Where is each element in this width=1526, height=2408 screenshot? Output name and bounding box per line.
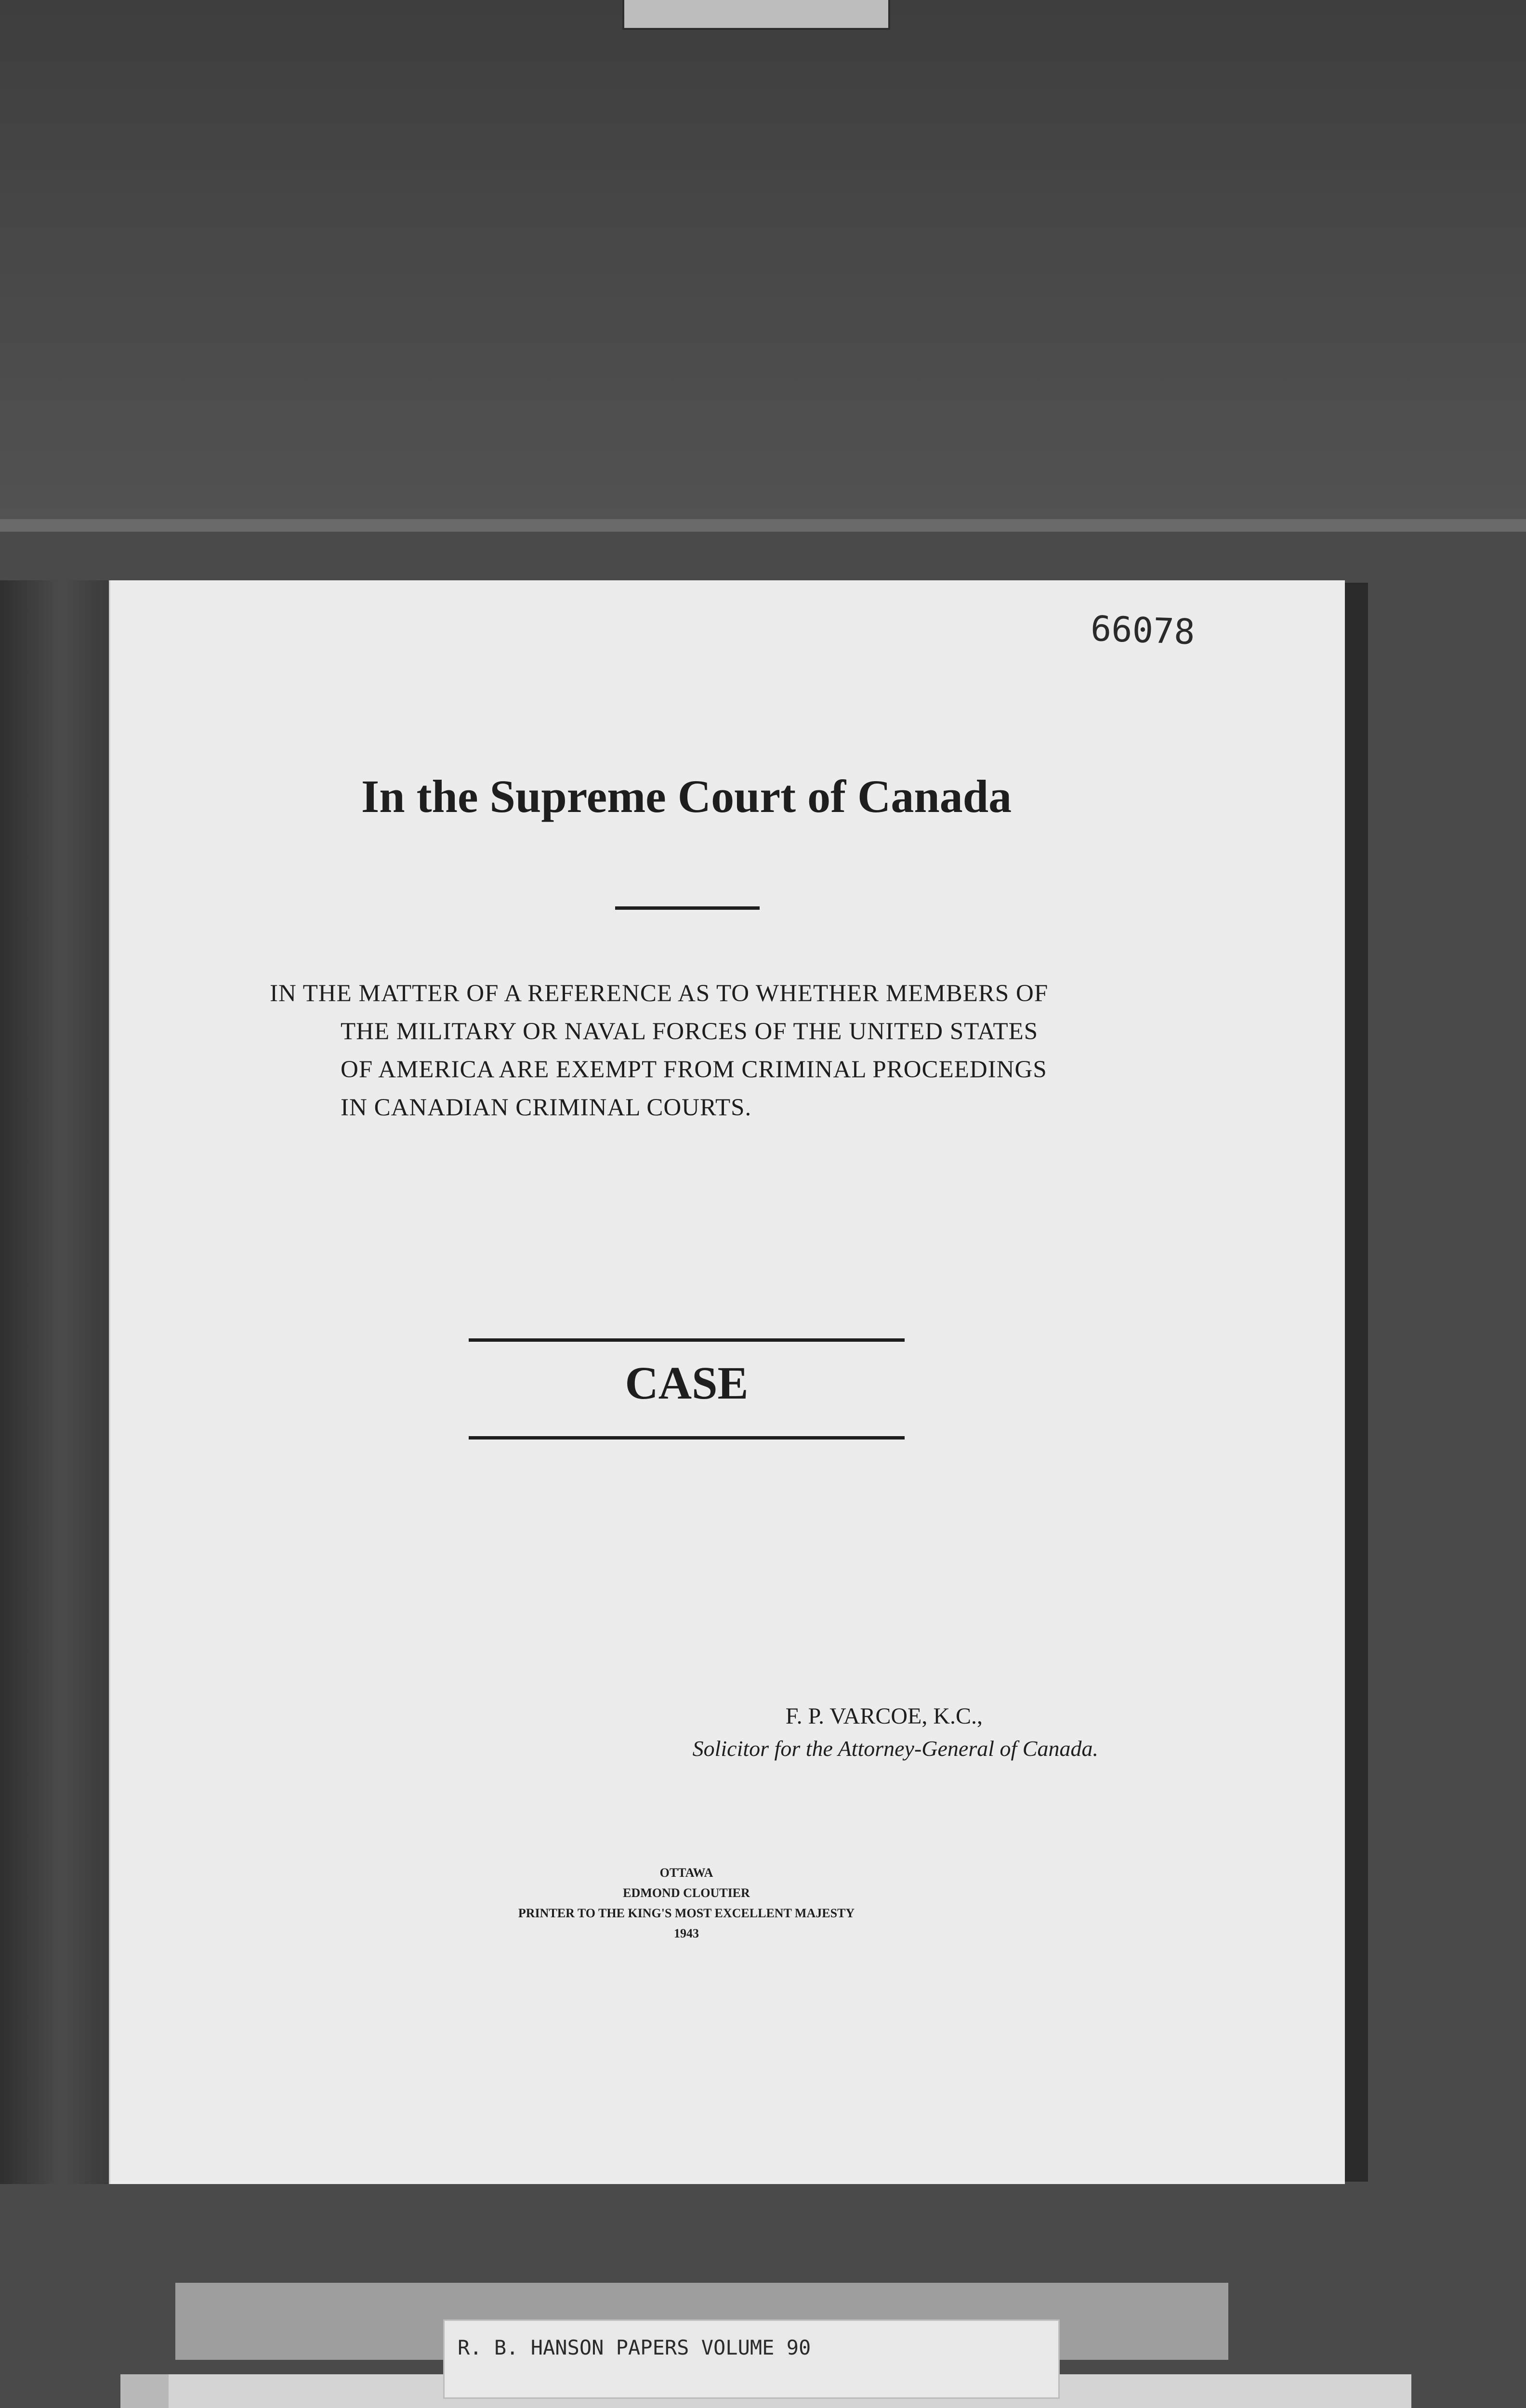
scan-background-top: [0, 0, 1526, 520]
document-number: 66078: [1090, 608, 1196, 653]
counsel-name: F. P. VARCOE, K.C.,: [785, 1703, 983, 1729]
binder-spine: [0, 580, 112, 2184]
scan-divider: [0, 519, 1526, 532]
matter-line: IN THE MATTER OF A REFERENCE AS TO WHETHER MEMBERS OF: [270, 980, 1049, 1007]
imprint-city: OTTAWA: [659, 1866, 713, 1880]
matter-line: OF AMERICA ARE EXEMPT FROM CRIMINAL PROCEEDINGS: [341, 1056, 1047, 1083]
title-rule: [615, 906, 760, 910]
printer-imprint: [405, 1863, 968, 1944]
top-clip: [622, 0, 890, 30]
matter-text: [270, 975, 1098, 1127]
case-rule-bottom: [469, 1436, 905, 1440]
matter-line: THE MILITARY OR NAVAL FORCES OF THE UNITED STATES: [341, 1018, 1039, 1045]
volume-label-text: R. B. HANSON PAPERS VOLUME 90: [458, 2336, 811, 2359]
imprint-printer-title: PRINTER TO THE KING'S MOST EXCELLENT MAJESTY: [518, 1906, 855, 1920]
imprint-printer: EDMOND CLOUTIER: [623, 1886, 750, 1900]
case-heading: CASE: [625, 1357, 749, 1409]
court-title: In the Supreme Court of Canada: [361, 771, 1012, 822]
case-rule-top: [469, 1338, 905, 1342]
counsel-role: Solicitor for the Attorney-General of Canada.: [692, 1736, 1098, 1761]
imprint-year: 1943: [674, 1926, 699, 1940]
matter-line: IN CANADIAN CRIMINAL COURTS.: [341, 1094, 752, 1121]
